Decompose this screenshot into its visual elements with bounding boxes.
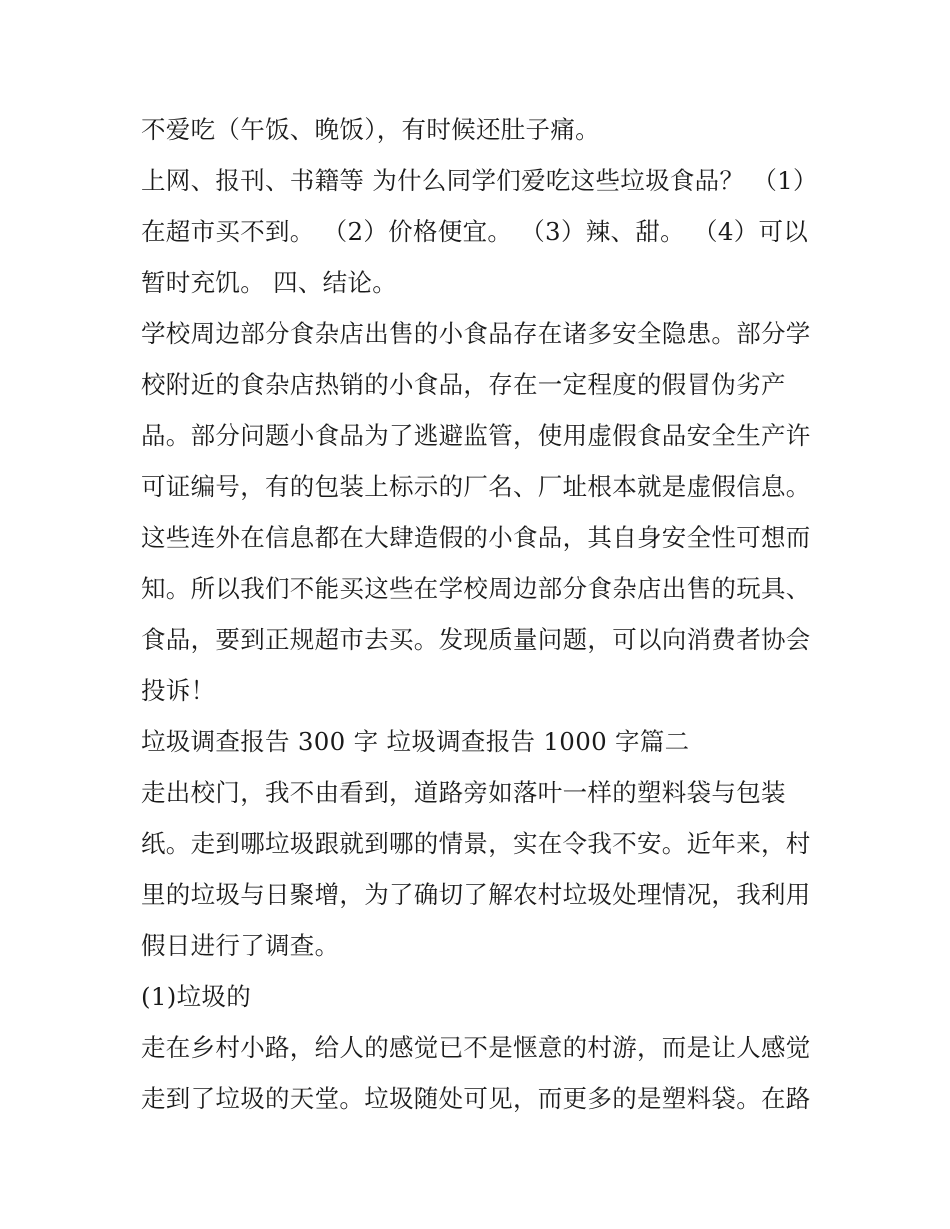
text-line: 暂时充饥。 四、结论。 — [141, 268, 398, 297]
section-heading: 垃圾调查报告 300 字 垃圾调查报告 1000 字篇二 — [141, 727, 690, 756]
text-line: 走在乡村小路，给人的感觉已不是惬意的村游，而是让人感觉 — [141, 1033, 811, 1062]
text-line: 不爱吃（午饭、晚饭），有时候还肚子痛。 — [141, 115, 600, 144]
text-line: 知。所以我们不能买这些在学校周边部分食杂店出售的玩具、 — [141, 574, 811, 603]
text-line: 纸。走到哪垃圾跟就到哪的情景，实在令我不安。近年来，村 — [141, 829, 811, 858]
text-line: 走到了垃圾的天堂。垃圾随处可见，而更多的是塑料袋。在路 — [141, 1084, 811, 1113]
text-line: 校附近的食杂店热销的小食品，存在一定程度的假冒伪劣产 — [141, 370, 786, 399]
text-line: 上网、报刊、书籍等 为什么同学们爱吃这些垃圾食品？ （1） — [141, 166, 818, 195]
document-body — [141, 104, 821, 1124]
text-line: 里的垃圾与日聚增，为了确切了解农村垃圾处理情况，我利用 — [141, 880, 811, 909]
text-line: 可证编号，有的包装上标示的厂名、厂址根本就是虚假信息。 — [141, 472, 811, 501]
text-line: 品。部分问题小食品为了逃避监管，使用虚假食品安全生产许 — [141, 421, 811, 450]
text-line: 在超市买不到。 （2）价格便宜。 （3）辣、甜。 （4）可以 — [141, 217, 809, 246]
text-line: 学校周边部分食杂店出售的小食品存在诸多安全隐患。部分学 — [141, 319, 811, 348]
text-line: 这些连外在信息都在大肆造假的小食品，其自身安全性可想而 — [141, 523, 811, 552]
subsection-heading: (1)垃圾的 — [141, 982, 252, 1011]
text-line: 假日进行了调查。 — [141, 931, 340, 960]
text-line: 走出校门，我不由看到，道路旁如落叶一样的塑料袋与包装 — [141, 778, 786, 807]
text-line: 食品，要到正规超市去买。发现质量问题，可以向消费者协会 — [141, 625, 811, 654]
text-line: 投诉！ — [141, 676, 216, 705]
